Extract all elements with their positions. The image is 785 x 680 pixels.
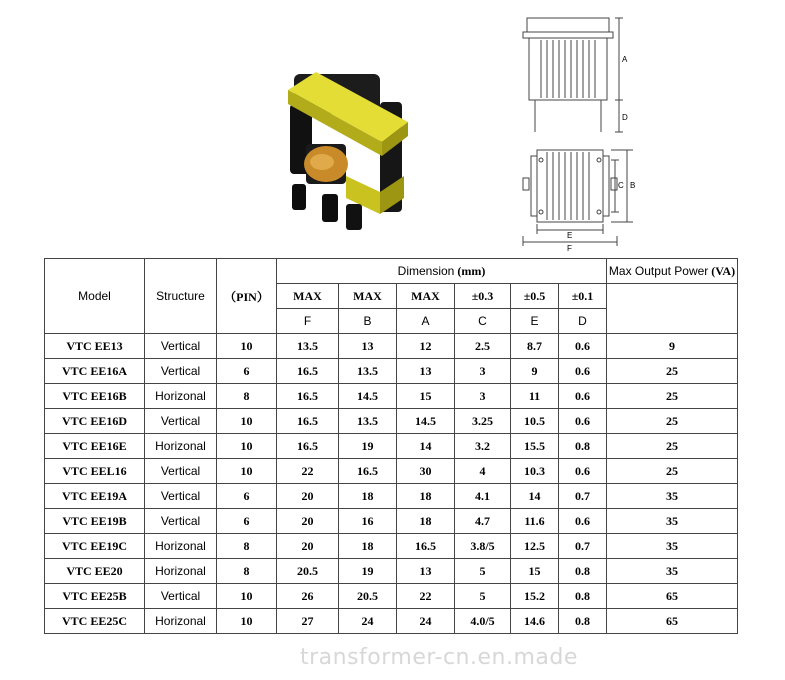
cell-a: 30 xyxy=(397,459,455,484)
tolerance-b: MAX xyxy=(339,284,397,309)
cell-pin: 6 xyxy=(217,359,277,384)
cell-b: 16.5 xyxy=(339,459,397,484)
cell-d: 0.8 xyxy=(559,584,607,609)
cell-c: 4.1 xyxy=(455,484,511,509)
dim-label-b: B xyxy=(630,181,636,190)
cell-pin: 10 xyxy=(217,459,277,484)
power-label: Max Output Power xyxy=(608,263,709,278)
cell-power: 25 xyxy=(607,434,738,459)
cell-c: 4.0/5 xyxy=(455,609,511,634)
tolerance-c: ±0.3 xyxy=(455,284,511,309)
cell-structure: Horizonal xyxy=(145,434,217,459)
cell-b: 20.5 xyxy=(339,584,397,609)
cell-model: VTC EE19C xyxy=(45,534,145,559)
cell-e: 14 xyxy=(511,484,559,509)
table-row xyxy=(45,434,738,459)
cell-f: 20.5 xyxy=(277,559,339,584)
tolerance-e: ±0.5 xyxy=(511,284,559,309)
cell-pin: 8 xyxy=(217,384,277,409)
dim-header-f: F xyxy=(277,309,339,334)
dim-header-c: C xyxy=(455,309,511,334)
cell-d: 0.6 xyxy=(559,459,607,484)
cell-b: 19 xyxy=(339,559,397,584)
spec-table xyxy=(44,258,738,634)
cell-c: 5 xyxy=(455,559,511,584)
cell-power: 65 xyxy=(607,584,738,609)
cell-power: 35 xyxy=(607,509,738,534)
col-header-power xyxy=(607,259,738,284)
cell-a: 14 xyxy=(397,434,455,459)
cell-model: VTC EE16B xyxy=(45,384,145,409)
cell-c: 4 xyxy=(455,459,511,484)
cell-model: VTC EE16A xyxy=(45,359,145,384)
cell-a: 18 xyxy=(397,484,455,509)
cell-pin: 10 xyxy=(217,609,277,634)
dim-label-c: C xyxy=(618,181,624,190)
cell-b: 13 xyxy=(339,334,397,359)
cell-power: 9 xyxy=(607,334,738,359)
cell-f: 20 xyxy=(277,484,339,509)
cell-structure: Horizonal xyxy=(145,559,217,584)
cell-structure: Vertical xyxy=(145,409,217,434)
cell-structure: Vertical xyxy=(145,584,217,609)
table-row xyxy=(45,409,738,434)
table-row xyxy=(45,559,738,584)
cell-b: 18 xyxy=(339,484,397,509)
cell-e: 10.5 xyxy=(511,409,559,434)
cell-structure: Vertical xyxy=(145,459,217,484)
cell-a: 15 xyxy=(397,384,455,409)
cell-e: 10.3 xyxy=(511,459,559,484)
table-header-row-1 xyxy=(45,259,738,284)
cell-power: 25 xyxy=(607,409,738,434)
cell-c: 3 xyxy=(455,359,511,384)
col-header-pin: （PIN） xyxy=(217,259,277,334)
cell-pin: 10 xyxy=(217,584,277,609)
cell-d: 0.6 xyxy=(559,509,607,534)
cell-pin: 8 xyxy=(217,559,277,584)
cell-c: 4.7 xyxy=(455,509,511,534)
dimension-drawing xyxy=(515,10,645,255)
cell-c: 5 xyxy=(455,584,511,609)
dim-header-e: E xyxy=(511,309,559,334)
table-row xyxy=(45,384,738,409)
cell-pin: 10 xyxy=(217,409,277,434)
cell-f: 16.5 xyxy=(277,384,339,409)
cell-power: 65 xyxy=(607,609,738,634)
cell-e: 12.5 xyxy=(511,534,559,559)
cell-pin: 10 xyxy=(217,434,277,459)
cell-a: 13 xyxy=(397,559,455,584)
cell-e: 8.7 xyxy=(511,334,559,359)
cell-e: 14.6 xyxy=(511,609,559,634)
dim-label-f: F xyxy=(567,244,572,253)
cell-pin: 8 xyxy=(217,534,277,559)
cell-model: VTC EE25C xyxy=(45,609,145,634)
cell-model: VTC EE16D xyxy=(45,409,145,434)
cell-power: 35 xyxy=(607,484,738,509)
tolerance-a: MAX xyxy=(397,284,455,309)
cell-b: 19 xyxy=(339,434,397,459)
cell-e: 15.5 xyxy=(511,434,559,459)
cell-f: 16.5 xyxy=(277,359,339,384)
cell-power: 25 xyxy=(607,359,738,384)
table-row xyxy=(45,334,738,359)
cell-structure: Vertical xyxy=(145,509,217,534)
cell-a: 13 xyxy=(397,359,455,384)
cell-power: 35 xyxy=(607,559,738,584)
cell-f: 16.5 xyxy=(277,434,339,459)
cell-d: 0.8 xyxy=(559,609,607,634)
cell-a: 24 xyxy=(397,609,455,634)
cell-a: 14.5 xyxy=(397,409,455,434)
cell-model: VTC EEL16 xyxy=(45,459,145,484)
cell-c: 3.8/5 xyxy=(455,534,511,559)
cell-structure: Vertical xyxy=(145,484,217,509)
tolerance-f: MAX xyxy=(277,284,339,309)
cell-f: 26 xyxy=(277,584,339,609)
cell-f: 13.5 xyxy=(277,334,339,359)
cell-model: VTC EE25B xyxy=(45,584,145,609)
cell-a: 12 xyxy=(397,334,455,359)
cell-e: 9 xyxy=(511,359,559,384)
cell-e: 11 xyxy=(511,384,559,409)
cell-model: VTC EE16E xyxy=(45,434,145,459)
cell-d: 0.8 xyxy=(559,559,607,584)
cell-power: 25 xyxy=(607,459,738,484)
cell-structure: Horizonal xyxy=(145,534,217,559)
col-header-structure: Structure xyxy=(145,259,217,334)
cell-f: 22 xyxy=(277,459,339,484)
cell-power: 35 xyxy=(607,534,738,559)
cell-structure: Horizonal xyxy=(145,609,217,634)
cell-power: 25 xyxy=(607,384,738,409)
tolerance-d: ±0.1 xyxy=(559,284,607,309)
table-row xyxy=(45,484,738,509)
cell-c: 2.5 xyxy=(455,334,511,359)
cell-pin: 10 xyxy=(217,334,277,359)
table-row xyxy=(45,584,738,609)
cell-b: 13.5 xyxy=(339,409,397,434)
dimension-label: Dimension xyxy=(397,263,455,278)
dim-label-a: A xyxy=(622,55,628,64)
watermark: transformer-cn.en.made xyxy=(300,645,578,670)
cell-d: 0.6 xyxy=(559,384,607,409)
cell-e: 11.6 xyxy=(511,509,559,534)
cell-d: 0.7 xyxy=(559,534,607,559)
cell-model: VTC EE13 xyxy=(45,334,145,359)
dimension-unit: (mm) xyxy=(457,263,486,278)
cell-f: 20 xyxy=(277,534,339,559)
transformer-photo xyxy=(276,64,416,234)
dim-label-d: D xyxy=(622,113,628,122)
cell-model: VTC EE20 xyxy=(45,559,145,584)
table-row xyxy=(45,609,738,634)
cell-pin: 6 xyxy=(217,509,277,534)
cell-structure: Vertical xyxy=(145,359,217,384)
power-blank xyxy=(607,284,738,334)
cell-d: 0.8 xyxy=(559,434,607,459)
table-row xyxy=(45,359,738,384)
cell-c: 3.25 xyxy=(455,409,511,434)
cell-pin: 6 xyxy=(217,484,277,509)
cell-structure: Vertical xyxy=(145,334,217,359)
cell-model: VTC EE19B xyxy=(45,509,145,534)
col-header-dimension xyxy=(277,259,607,284)
cell-b: 13.5 xyxy=(339,359,397,384)
cell-d: 0.7 xyxy=(559,484,607,509)
cell-model: VTC EE19A xyxy=(45,484,145,509)
cell-f: 16.5 xyxy=(277,409,339,434)
cell-e: 15.2 xyxy=(511,584,559,609)
cell-c: 3 xyxy=(455,384,511,409)
cell-d: 0.6 xyxy=(559,359,607,384)
cell-f: 20 xyxy=(277,509,339,534)
cell-d: 0.6 xyxy=(559,334,607,359)
col-header-model: Model xyxy=(45,259,145,334)
cell-b: 14.5 xyxy=(339,384,397,409)
cell-e: 15 xyxy=(511,559,559,584)
table-row xyxy=(45,534,738,559)
cell-a: 16.5 xyxy=(397,534,455,559)
cell-d: 0.6 xyxy=(559,409,607,434)
cell-a: 22 xyxy=(397,584,455,609)
cell-b: 16 xyxy=(339,509,397,534)
dim-label-e: E xyxy=(567,231,573,240)
cell-structure: Horizonal xyxy=(145,384,217,409)
dim-header-d: D xyxy=(559,309,607,334)
cell-b: 24 xyxy=(339,609,397,634)
cell-f: 27 xyxy=(277,609,339,634)
cell-c: 3.2 xyxy=(455,434,511,459)
power-unit: (VA) xyxy=(711,263,736,278)
cell-b: 18 xyxy=(339,534,397,559)
dim-header-b: B xyxy=(339,309,397,334)
dim-header-a: A xyxy=(397,309,455,334)
table-row xyxy=(45,509,738,534)
table-row xyxy=(45,459,738,484)
cell-a: 18 xyxy=(397,509,455,534)
